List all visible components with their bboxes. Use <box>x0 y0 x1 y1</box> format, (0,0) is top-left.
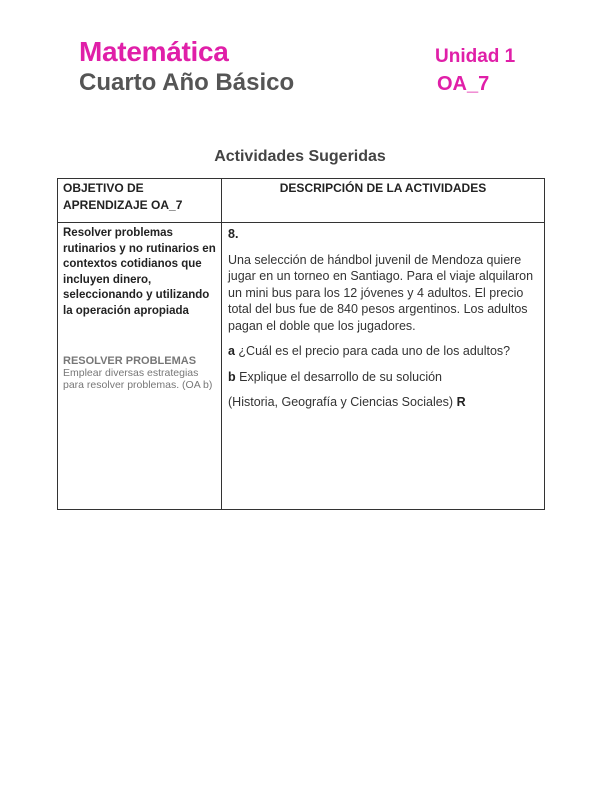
skill-title: RESOLVER PROBLEMAS <box>63 355 197 367</box>
subject-title: Matemática <box>79 36 229 67</box>
skill-description: Emplear diversas estrategias para resolver problemas. (OA b) <box>63 367 213 391</box>
reference-text: (Historia, Geografía y Ciencias Sociales) <box>228 395 457 409</box>
header-objective: OBJETIVO DE APRENDIZAJE OA_7 <box>58 179 222 223</box>
activities-table <box>57 178 545 510</box>
section-title: Actividades Sugeridas <box>214 148 386 165</box>
question-a-text: ¿Cuál es el precio para cada uno de los adultos? <box>234 344 511 358</box>
question-b <box>228 369 538 386</box>
unit-label: Unidad 1 <box>435 46 516 67</box>
document-header <box>79 36 529 106</box>
objective-text: Resolver problemas rutinarios y no rutinarios en contextos cotidianos que incluyen dinero, seleccionando y utilizando la operación apropiada <box>63 227 216 317</box>
objective-cell <box>58 223 222 510</box>
question-a-letter: a <box>228 344 235 358</box>
activity-number: 8. <box>228 227 239 241</box>
table-header-row <box>58 179 545 223</box>
subject-reference <box>228 394 538 411</box>
oa-label: OA_7 <box>437 73 490 95</box>
description-cell <box>222 223 545 510</box>
activity-statement: Una selección de hándbol juvenil de Mendoza quiere jugar en un torneo en Santiago. Para el viaje alquilaron un mini bus para los 12 jóvenes y 4 adultos. El precio total del bus fue de 840 pesos argentinos. Los adultos pagan el doble que los jugadores. <box>228 252 534 333</box>
question-b-letter: b <box>228 369 236 384</box>
header-description: DESCRIPCIÓN DE LA ACTIVIDADES <box>222 179 545 223</box>
reference-mark: R <box>456 395 466 409</box>
table-row <box>58 223 545 510</box>
skill-box <box>63 355 217 391</box>
question-a <box>228 343 538 360</box>
grade-subtitle: Cuarto Año Básico <box>79 69 295 96</box>
question-b-text: Explique el desarrollo de su solución <box>235 369 443 384</box>
